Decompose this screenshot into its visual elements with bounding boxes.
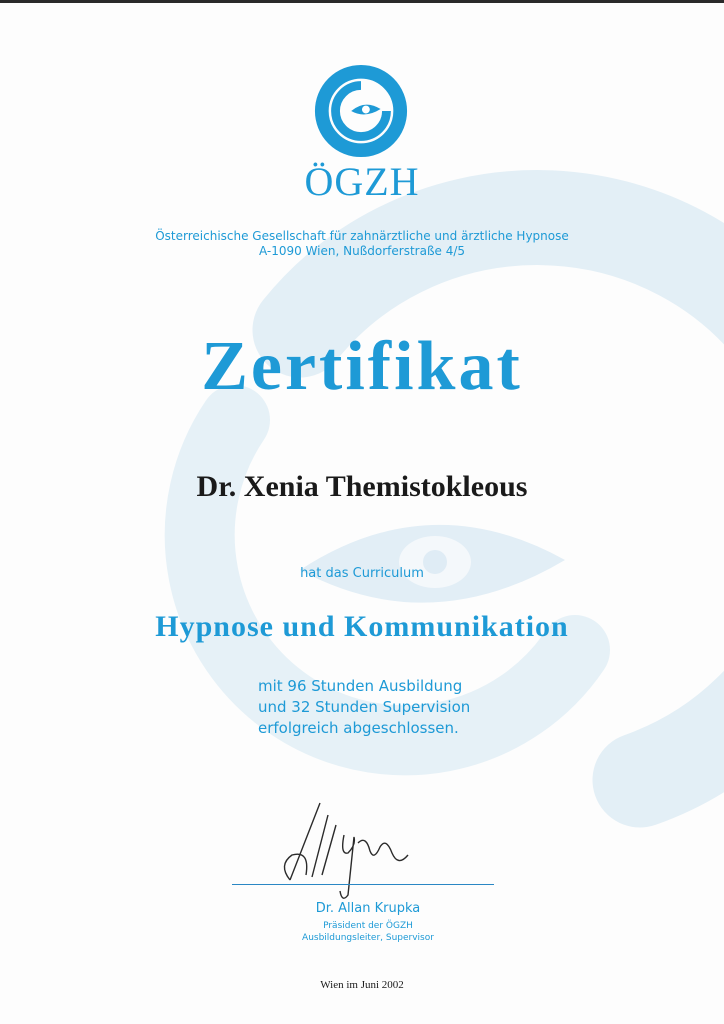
detail-line: erfolgreich abgeschlossen. (258, 719, 459, 737)
completion-details (258, 676, 470, 739)
certificate-title: Zertifikat (201, 328, 523, 405)
organization-name: Österreichische Gesellschaft für zahnärztliche und ärztliche Hypnose (155, 229, 569, 243)
place-and-date: Wien im Juni 2002 (320, 979, 404, 991)
signer-role: Präsident der ÖGZH (323, 921, 413, 931)
detail-line: und 32 Stunden Supervision (258, 698, 471, 716)
course-name: Hypnose und Kommunikation (155, 610, 569, 643)
organization-abbreviation: ÖGZH (304, 159, 420, 204)
signature-line (232, 884, 494, 885)
recipient-name: Dr. Xenia Themistokleous (196, 470, 528, 503)
organization-address: A-1090 Wien, Nußdorferstraße 4/5 (258, 244, 466, 258)
signer-name: Dr. Allan Krupka (315, 901, 421, 916)
detail-line: mit 96 Stunden Ausbildung (258, 677, 463, 695)
curriculum-intro: hat das Curriculum (300, 566, 424, 581)
spiral-eye-logo-icon (312, 62, 410, 160)
signer-role-secondary: Ausbildungsleiter, Supervisor (302, 933, 434, 943)
handwritten-signature (270, 795, 420, 905)
